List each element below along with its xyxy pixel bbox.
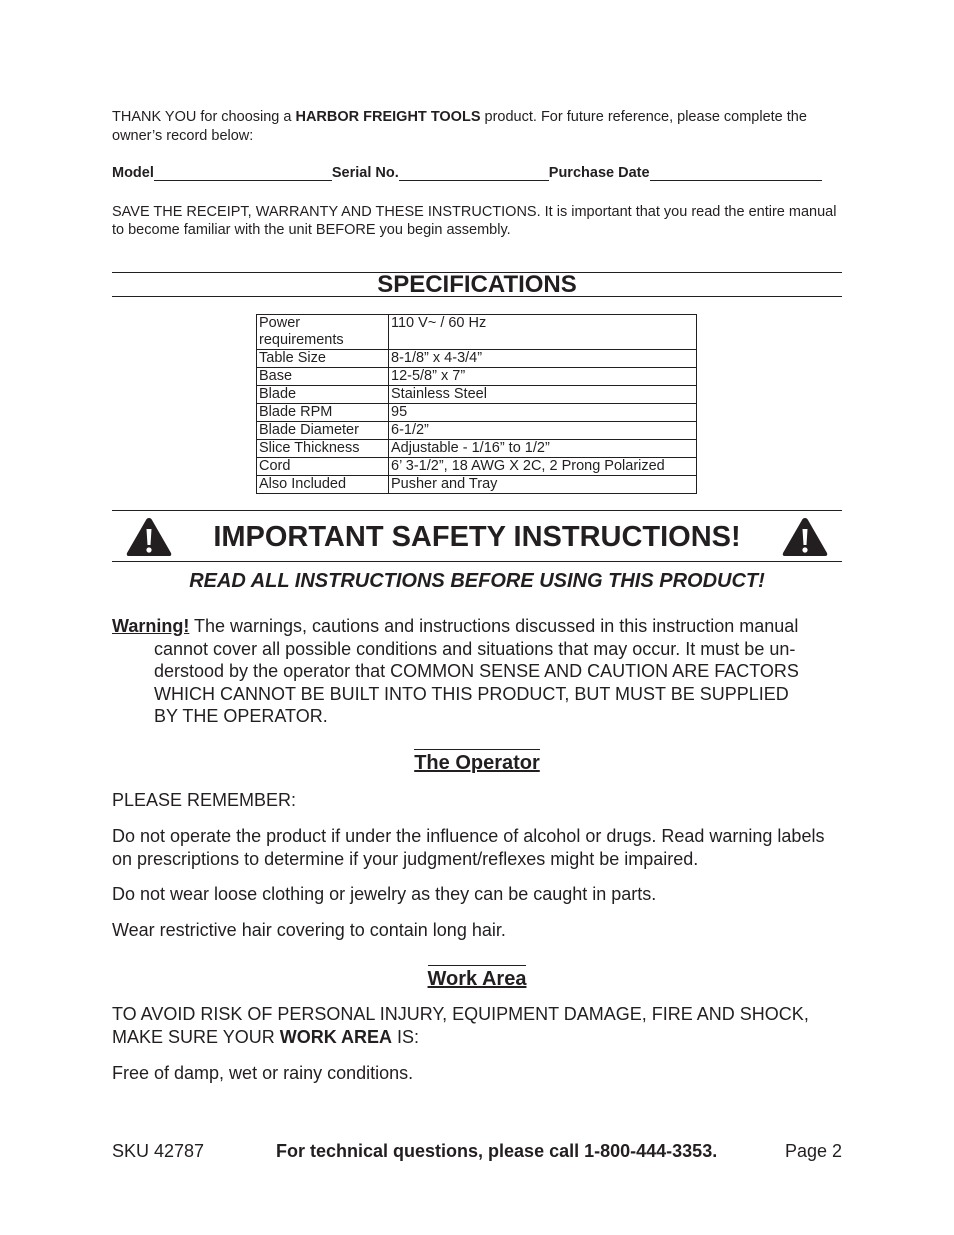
safety-rule-top: [112, 510, 842, 511]
save-notice: SAVE THE RECEIPT, WARRANTY AND THESE INSTRUCTIONS. It is important that you read the entire manual to become familiar with the unit BEFORE you begin assembly.: [112, 204, 837, 238]
safety-rule-bottom: [112, 561, 842, 562]
spec-value: 12-5/8” x 7”: [389, 368, 697, 386]
spec-value: Pusher and Tray: [389, 476, 697, 494]
purchase-date-blank: [650, 164, 822, 181]
operator-heading-text: The Operator: [414, 749, 540, 775]
spec-value: 8-1/8” x 4-3/4”: [389, 350, 697, 368]
warning-line: [112, 615, 842, 638]
work-area-paragraph: Free of damp, wet or rainy conditions.: [112, 1063, 414, 1083]
spec-key: Power requirements: [257, 315, 389, 350]
spec-key: Blade Diameter: [257, 422, 389, 440]
warning-paragraph: [112, 615, 842, 728]
serial-label: Serial No.: [331, 165, 399, 181]
owners-record: [112, 164, 842, 184]
warning-triangle-icon: [781, 516, 829, 558]
sku-number: SKU 42787: [112, 1141, 205, 1161]
spec-row: [257, 404, 697, 422]
spec-row: [257, 458, 697, 476]
spec-value: 95: [389, 404, 697, 422]
work-area-intro-text: TO AVOID RISK OF PERSONAL INJURY, EQUIPMENT DAMAGE, FIRE AND SHOCK, MAKE SURE YOUR: [112, 1004, 809, 1047]
intro-text: THANK YOU for choosing a: [112, 109, 296, 125]
warning-lead: Warning!: [112, 616, 190, 636]
work-area-intro: [112, 1003, 847, 1048]
work-area-heading-text: Work Area: [428, 965, 527, 991]
spec-row: [257, 368, 697, 386]
work-area-heading: [0, 965, 954, 991]
spec-row: [257, 440, 697, 458]
purchase-date-label: Purchase Date: [548, 165, 650, 181]
spec-row: [257, 422, 697, 440]
spec-row: [257, 386, 697, 404]
read-all-instructions: READ ALL INSTRUCTIONS BEFORE USING THIS PRODUCT!: [189, 570, 765, 592]
spec-value: 110 V~ / 60 Hz: [389, 315, 697, 350]
spec-key: Table Size: [257, 350, 389, 368]
specifications-table: [256, 314, 697, 494]
work-area-bold: WORK AREA: [279, 1026, 393, 1047]
operator-heading: [0, 749, 954, 775]
spec-value: 6-1/2”: [389, 422, 697, 440]
intro-paragraph: [112, 108, 847, 146]
spec-value: Stainless Steel: [389, 386, 697, 404]
spec-row: [257, 315, 697, 350]
spec-value: 6’ 3-1/2”, 18 AWG X 2C, 2 Prong Polarized: [389, 458, 697, 476]
spec-value: Adjustable - 1/16” to 1/2”: [389, 440, 697, 458]
operator-paragraph: Do not wear loose clothing or jewelry as they can be caught in parts.: [112, 884, 657, 904]
spec-key: Cord: [257, 458, 389, 476]
spec-key: Base: [257, 368, 389, 386]
tech-support-line: For technical questions, please call 1-800-444-3353.: [276, 1141, 718, 1161]
model-blank: [154, 164, 332, 181]
warning-line: BY THE OPERATOR.: [154, 706, 328, 726]
spec-key: Blade: [257, 386, 389, 404]
please-remember: PLEASE REMEMBER:: [112, 790, 297, 810]
brand-name: HARBOR FREIGHT TOOLS: [295, 109, 481, 125]
warning-line: cannot cover all possible conditions and situations that may occur. It must be un-: [154, 638, 796, 659]
spec-rule-bottom: [112, 296, 842, 297]
spec-row: [257, 350, 697, 368]
specifications-title: SPECIFICATIONS: [377, 271, 577, 298]
operator-paragraph: Wear restrictive hair covering to contain long hair.: [112, 920, 506, 940]
page-number: Page 2: [784, 1141, 842, 1161]
spec-key: Slice Thickness: [257, 440, 389, 458]
spec-key: Blade RPM: [257, 404, 389, 422]
intro-text-end: product. For future reference, please complete the owner’s record below:: [112, 109, 807, 144]
serial-blank: [399, 164, 549, 181]
warning-line: WHICH CANNOT BE BUILT INTO THIS PRODUCT, BUT MUST BE SUPPLIED: [154, 683, 789, 704]
model-label: Model: [112, 165, 154, 181]
warning-text: The warnings, cautions and instructions discussed in this instruction manual: [189, 616, 799, 636]
spec-row: [257, 476, 697, 494]
safety-title: IMPORTANT SAFETY INSTRUCTIONS!: [213, 521, 741, 553]
spec-key: Also Included: [257, 476, 389, 494]
warning-line: derstood by the operator that COMMON SENSE AND CAUTION ARE FACTORS: [154, 661, 799, 681]
operator-paragraph: Do not operate the product if under the influence of alcohol or drugs. Read warning labels on prescriptions to determine if your judgment/reflexes might be impaired.: [112, 826, 825, 869]
work-area-intro-end: IS:: [392, 1026, 420, 1047]
